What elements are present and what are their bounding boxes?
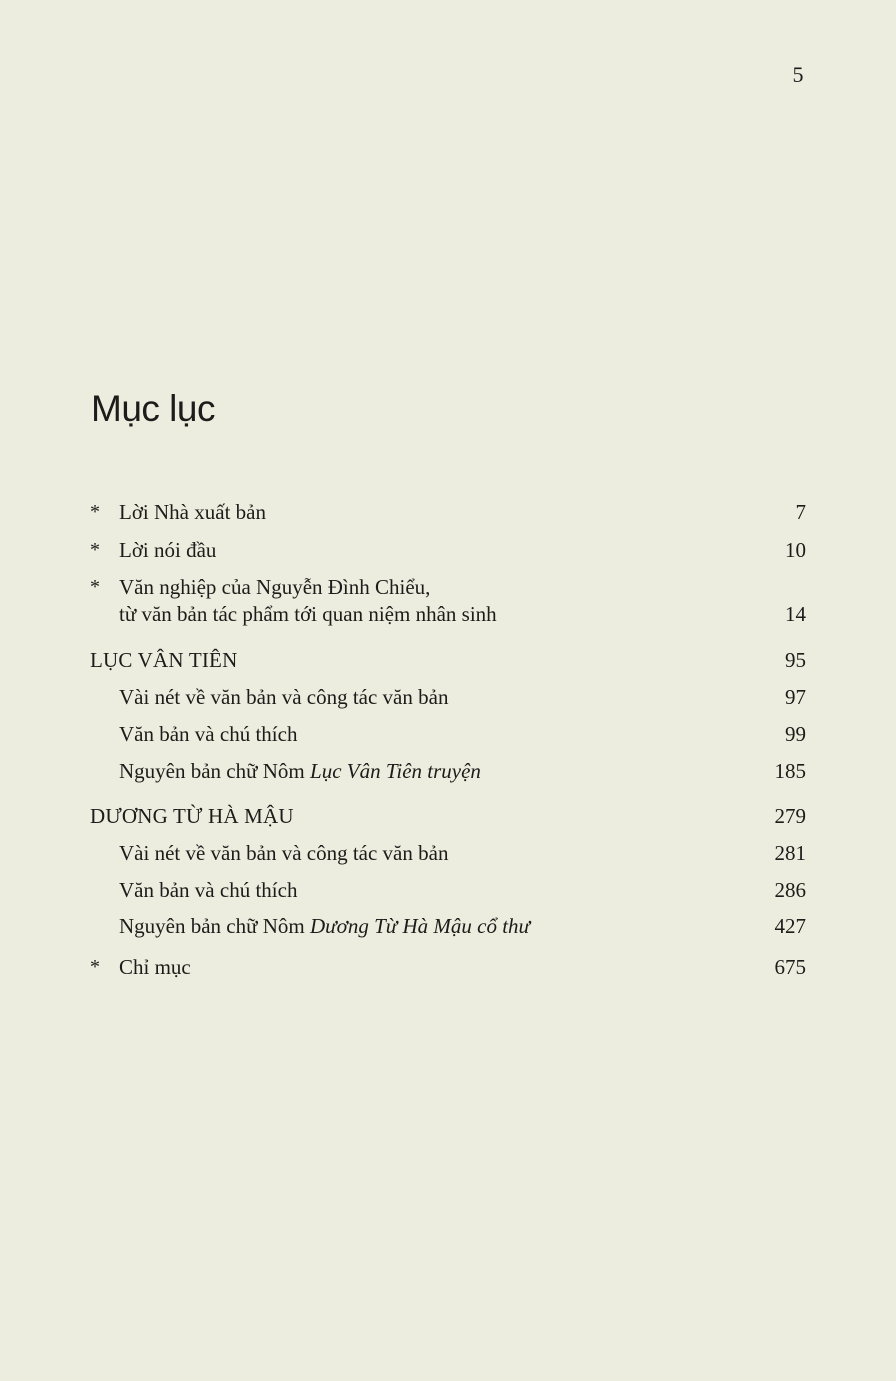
toc-entry-label: Lời nói đầu <box>119 538 217 562</box>
toc-entry-page: 427 <box>774 914 806 938</box>
toc-entry-label: Nguyên bản chữ Nôm Dương Từ Hà Mậu cổ thư <box>119 914 530 938</box>
toc-entry-label: Nguyên bản chữ Nôm Lục Vân Tiên truyện <box>119 759 481 783</box>
toc-entry-page: 95 <box>785 648 806 672</box>
toc-entry-page: 99 <box>785 722 806 746</box>
bullet-star-icon: * <box>90 956 100 978</box>
toc-entry-page: 675 <box>774 955 806 979</box>
bullet-star-icon: * <box>90 576 100 598</box>
toc-entry-label: Vài nét về văn bản và công tác văn bản <box>119 841 449 865</box>
toc-entry-page: 97 <box>785 685 806 709</box>
bullet-star-icon: * <box>90 539 100 561</box>
toc-entry-page: 185 <box>774 759 806 783</box>
toc-entry-page: 286 <box>774 878 806 902</box>
toc-section-label: DƯƠNG TỪ HÀ MẬU <box>90 804 294 828</box>
toc-entry-label: Chỉ mục <box>119 955 191 979</box>
page-number: 5 <box>792 62 804 87</box>
page-title: Mục lục <box>91 388 215 429</box>
toc-entry-page: 281 <box>774 841 806 865</box>
toc-entry-label: Lời Nhà xuất bản <box>119 500 266 524</box>
toc-entry-label: Vài nét về văn bản và công tác văn bản <box>119 685 449 709</box>
toc-entry-label: Văn nghiệp của Nguyễn Đình Chiểu, <box>119 575 431 599</box>
toc-entry-label: Văn bản và chú thích <box>119 722 298 746</box>
toc-entry-page: 14 <box>785 602 806 626</box>
toc-entry-literary-career[interactable] <box>90 573 808 633</box>
toc-entry-label-line2: từ văn bản tác phẩm tới quan niệm nhân sinh <box>119 602 497 626</box>
bullet-star-icon: * <box>90 501 100 523</box>
toc-entry-page: 279 <box>774 804 806 828</box>
toc-entry-label: Văn bản và chú thích <box>119 878 298 902</box>
toc-section-label: LỤC VÂN TIÊN <box>90 648 238 672</box>
toc-entry-page: 10 <box>785 538 806 562</box>
toc-entry-page: 7 <box>795 500 806 524</box>
